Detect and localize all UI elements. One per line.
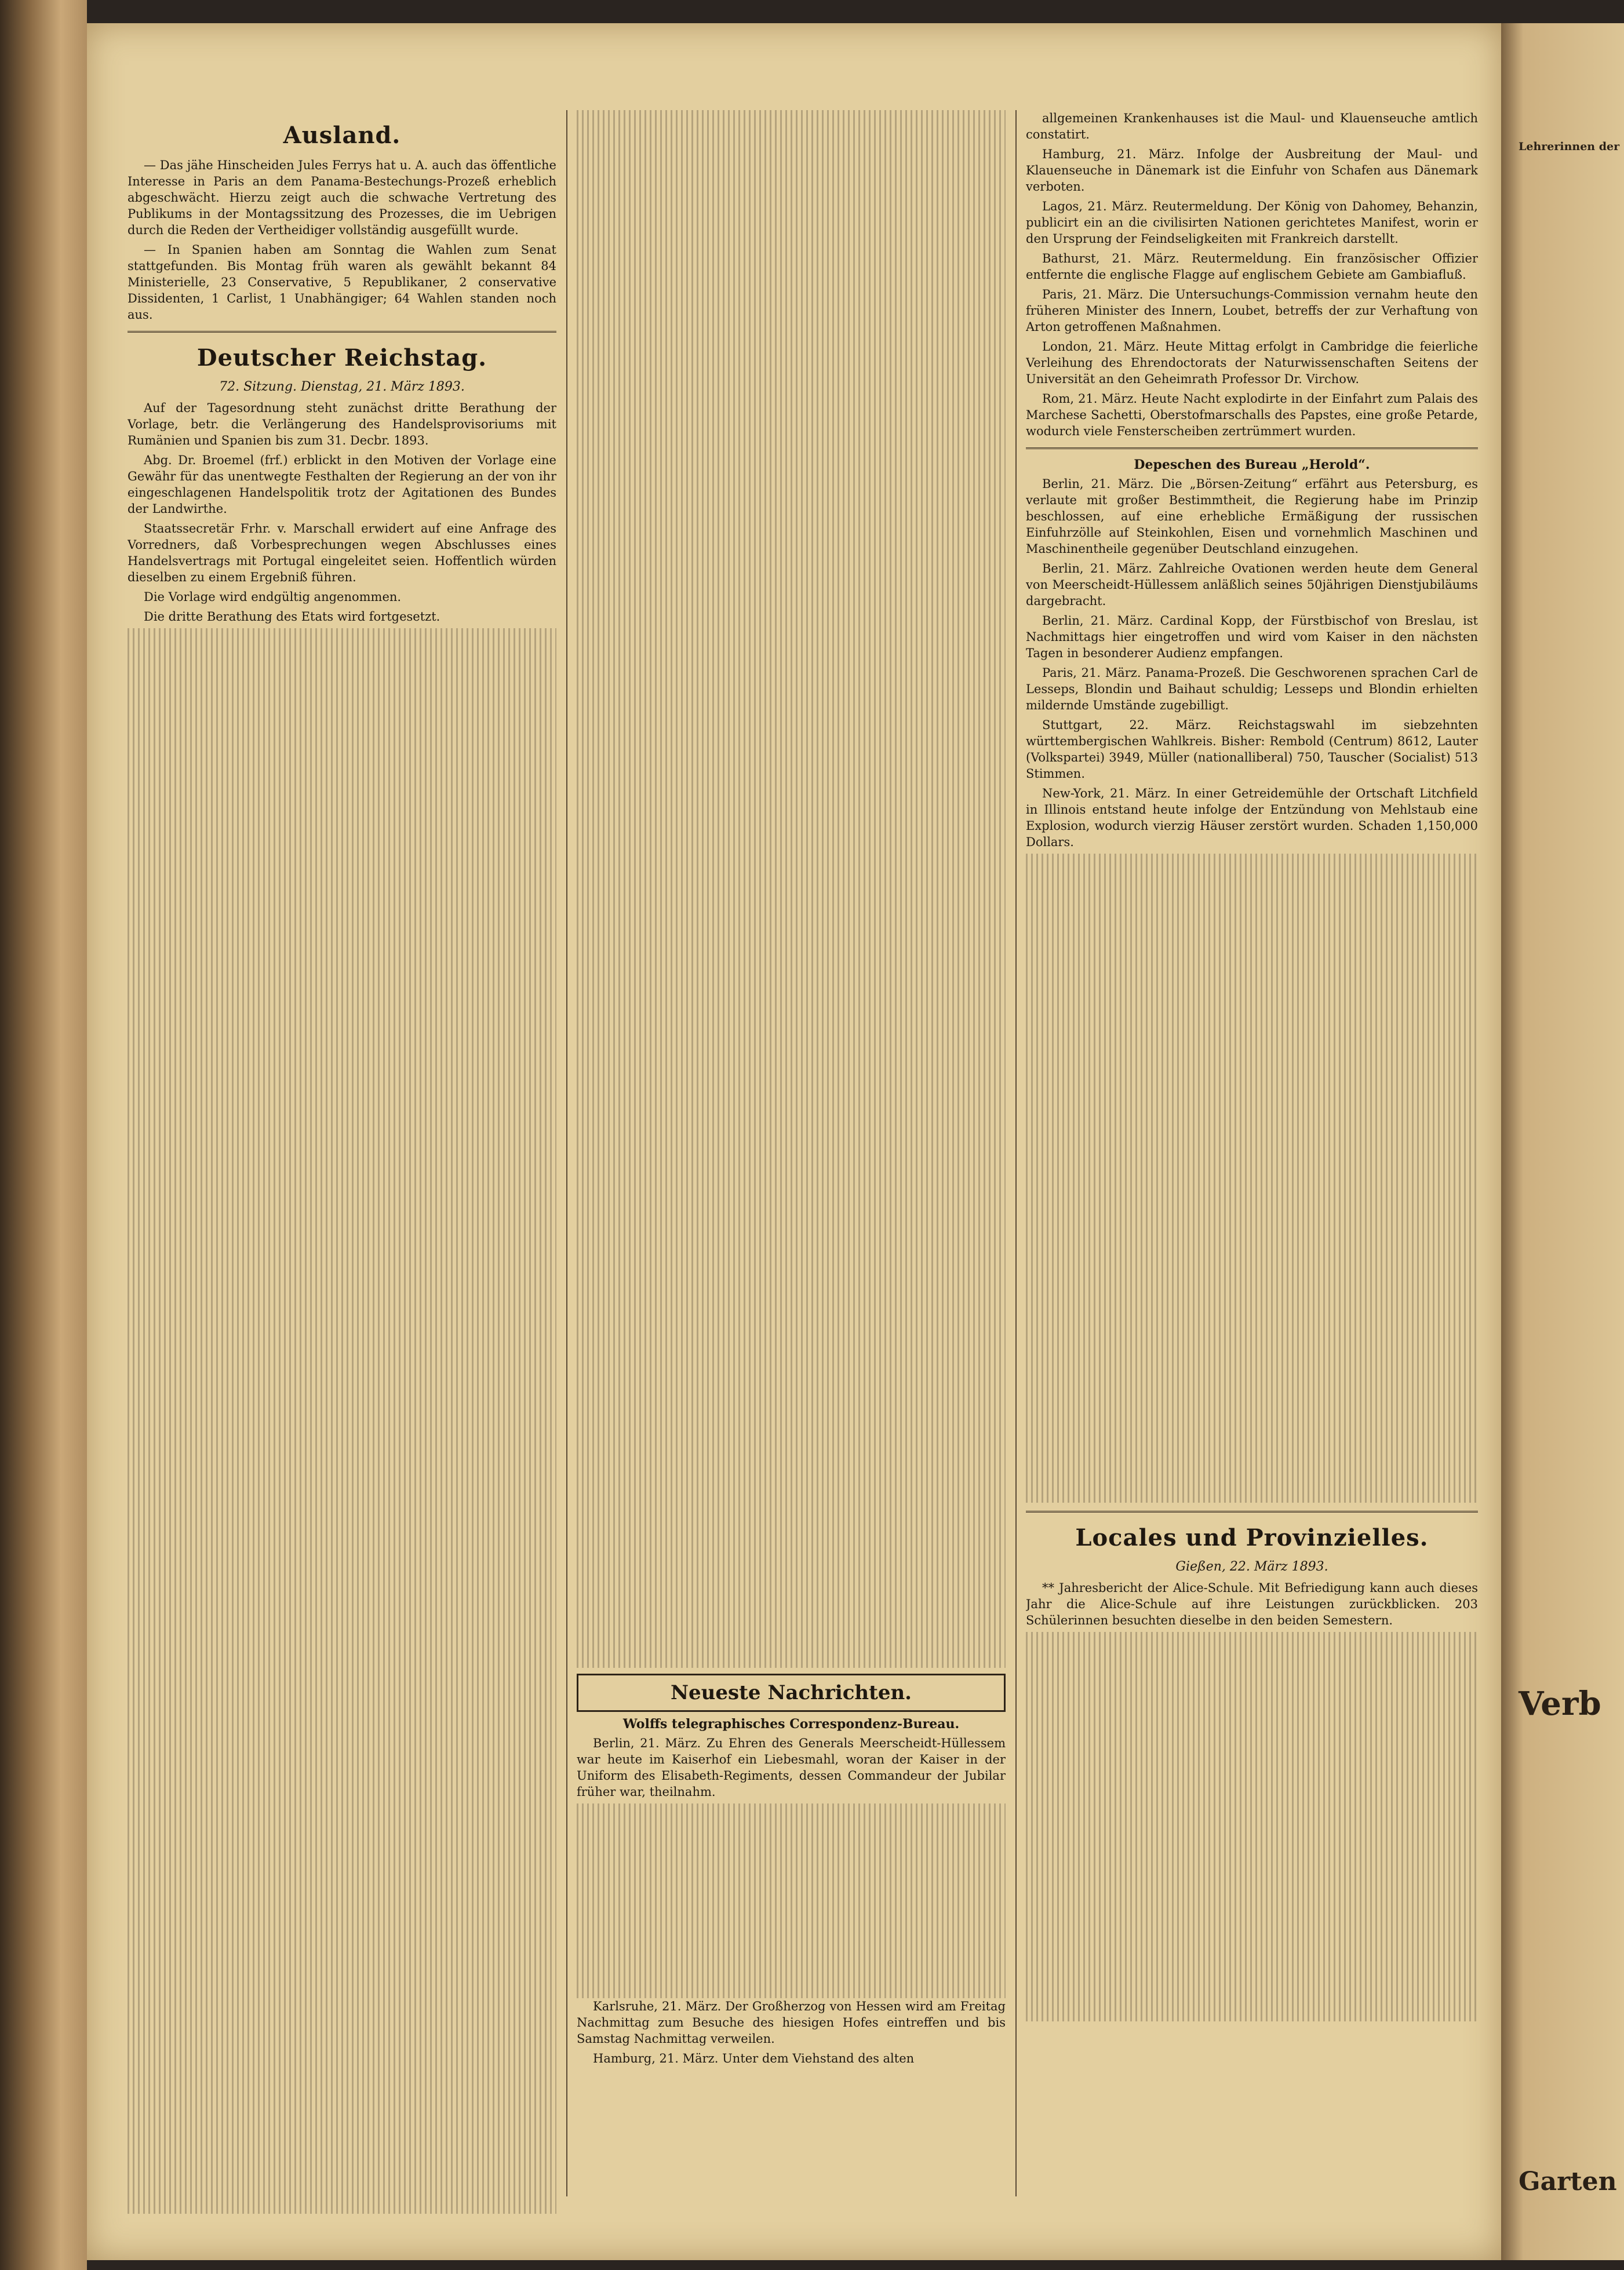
article-paragraph: allgemeinen Krankenhauses ist die Maul- und Klauenseuche amtlich constatirt. [1026,111,1478,141]
article-paragraph: Berlin, 21. März. Cardinal Kopp, der Fürstbischof von Breslau, ist Nachmittags hier eingetroffen und wird vom Kaiser in den nächsten Tagen in besonderer Audienz empfangen. [1026,614,1478,660]
session-dateline: 72. Sitzung. Dienstag, 21. März 1893. [219,380,465,394]
section-title-reichstag: Deutscher Reichstag. [196,344,487,371]
article-paragraph: Hamburg, 21. März. Unter dem Viehstand des alten [593,2052,915,2065]
herold-subtitle: Depeschen des Bureau „Herold“. [1134,457,1370,472]
locales-dateline: Gießen, 22. März 1893. [1175,1560,1328,1574]
article-paragraph: Lagos, 21. März. Reutermeldung. Der König von Dahomey, Behanzin, publicirt ein an die civilisirten Nationen gerichtetes Manifest, worin er den Ursprung der Feindseligkeiten mit Frankreich darstellt. [1026,199,1478,246]
section-title-locales: Locales und Provinzielles. [1075,1524,1429,1551]
article-paragraph: Die Vorlage wird endgültig angenommen. [144,590,402,604]
section-divider [1026,1511,1478,1513]
illegible-text-block [1026,854,1478,1503]
column-right [1026,110,1478,2214]
article-paragraph: — In Spanien haben am Sonntag die Wahlen zum Senat stattgefunden. Bis Montag früh waren als gewählt bekannt 84 Ministerielle, 23 Conservative, 5 Republikaner, 2 conservative Dissidenten, 1 Carlist, 1 Unabhängiger; 64 Wahlen standen noch aus. [128,243,556,322]
adjacent-page-edge [1501,23,1624,2260]
book-binding [0,0,87,2270]
article-paragraph: Paris, 21. März. Die Untersuchungs-Commission vernahm heute den früheren Minister des Innern, Loubet, betreffs der zur Verhaftung von Arton getroffenen Maßnahmen. [1026,287,1478,334]
section-divider [1026,447,1478,449]
article-paragraph: ** Jahresbericht der Alice-Schule. Mit Befriedigung kann auch dieses Jahr die Alice-Schule auf ihre Leistungen zurückblicken. 203 Schülerinnen besuchten dieselbe in den beiden Semestern. [1026,1581,1478,1627]
column-divider [1015,110,1017,2196]
article-paragraph: New-York, 21. März. In einer Getreidemühle der Ortschaft Litchfield in Illinois entstand heute infolge der Entzündung von Mehlstaub eine Explosion, wodurch vierzig Häuser zerstört wurden. Schaden 1,150,000 Dollars. [1026,786,1478,849]
article-paragraph: Abg. Dr. Broemel (frf.) erblickt in den Motiven der Vorlage eine Gewähr für das unentwegte Festhalten der Regierung an der von ihr eingeschlagenen Handelspolitik trotz der Agitationen des Bundes der Landwirthe. [128,453,556,516]
illegible-text-block [128,628,556,2214]
article-paragraph: Staatssecretär Frhr. v. Marschall erwidert auf eine Anfrage des Vorredners, daß Vorbesprechungen wegen Abschlusses eines Handelsvertrags mit Portugal eingeleitet seien. Hoffentlich würden dieselben zu einem Ergebniß führen. [128,522,556,584]
edge-text: Lehrerinnen der [1519,140,1620,153]
article-paragraph: Stuttgart, 22. März. Reichstagswahl im siebzehnten württembergischen Wahlkreis. Bisher: Rembold (Centrum) 8612, Lauter (Volkspartei) 3949, Müller (nationalliberal) 750, Tauscher (Socialist) 513 Stimmen. [1026,718,1478,781]
illegible-text-block [1026,1632,1478,2021]
article-paragraph: Auf der Tagesordnung steht zunächst dritte Berathung der Vorlage, betr. die Verlängerung des Handelsprovisoriums mit Rumänien und Spanien bis zum 31. Decbr. 1893. [128,401,556,447]
section-divider [128,331,556,333]
article-paragraph: Bathurst, 21. März. Reutermeldung. Ein französischer Offizier entfernte die englische Flagge auf englischem Gebiete am Gambiafluß. [1026,252,1478,282]
illegible-text-block [577,110,1006,1668]
article-paragraph: Rom, 21. März. Heute Nacht explodirte in der Einfahrt zum Palais des Marchese Sachetti, Oberstofmarschalls des Papstes, eine große Petarde, wodurch viele Fensterscheiben zertrümmert wurden. [1026,392,1478,438]
illegible-text-block [577,1803,1006,1998]
edge-heading: Garten [1519,2167,1617,2196]
column-left [128,110,556,2214]
article-paragraph: — Das jähe Hinscheiden Jules Ferrys hat u. A. auch das öffentliche Interesse in Paris an dem Panama-Bestechungs-Prozeß erheblich abgeschwächt. Hierzu zeigt auch die schwache Vertretung des Publikums in der Montagssitzung des Prozesses, die im Uebrigen durch die Reden der Vertheidiger vollständig ausgefüllt wurde. [128,158,556,237]
article-paragraph: Berlin, 21. März. Zu Ehren des Generals Meerscheidt-Hüllessem war heute im Kaiserhof ein Liebesmahl, woran der Kaiser in der Uniform des Elisabeth-Regiments, dessen Commandeur der Jubilar früher war, theilnahm. [577,1736,1006,1799]
article-paragraph: Paris, 21. März. Panama-Prozeß. Die Geschworenen sprachen Carl de Lesseps, Blondin und Baihaut schuldig; Lesseps und Blondin erhielten mildernde Umstände zugebilligt. [1026,666,1478,712]
article-paragraph: Berlin, 21. März. Die „Börsen-Zeitung“ erfährt aus Petersburg, es verlaute mit großer Bestimmtheit, die Regierung habe im Prinzip beschlossen, auf eine erhebliche Ermäßigung der russischen Einfuhrzölle auf Steinkohlen, Eisen und vornehmlich Maschinen und Maschinentheile gegenüber Deutschland einzugehen. [1026,477,1478,556]
column-divider [566,110,567,2196]
section-title-neueste: Neueste Nachrichten. [577,1674,1006,1712]
article-paragraph: London, 21. März. Heute Mittag erfolgt in Cambridge die feierliche Verleihung des Ehrendoctorats der Naturwissenschaften Seitens der Universität an den Geheimrath Professor Dr. Virchow. [1026,340,1478,386]
article-paragraph: Berlin, 21. März. Zahlreiche Ovationen werden heute dem General von Meerscheidt-Hüllessem anläßlich seines 50jährigen Dienstjubiläums dargebracht. [1026,562,1478,608]
edge-heading: Verb [1519,1685,1601,1723]
article-paragraph: Karlsruhe, 21. März. Der Großherzog von Hessen wird am Freitag Nachmittag zum Besuche des hiesigen Hofes eintreffen und bis Samstag Nachmittag verweilen. [577,1999,1006,2046]
agency-subtitle: Wolffs telegraphisches Correspondenz-Bureau. [622,1717,960,1732]
article-paragraph: Die dritte Berathung des Etats wird fortgesetzt. [144,610,440,624]
newspaper-page [87,23,1501,2260]
article-paragraph: Hamburg, 21. März. Infolge der Ausbreitung der Maul- und Klauenseuche in Dänemark ist die Einfuhr von Schafen aus Dänemark verboten. [1026,147,1478,194]
column-middle [577,110,1006,2214]
section-title-ausland: Ausland. [283,122,401,149]
